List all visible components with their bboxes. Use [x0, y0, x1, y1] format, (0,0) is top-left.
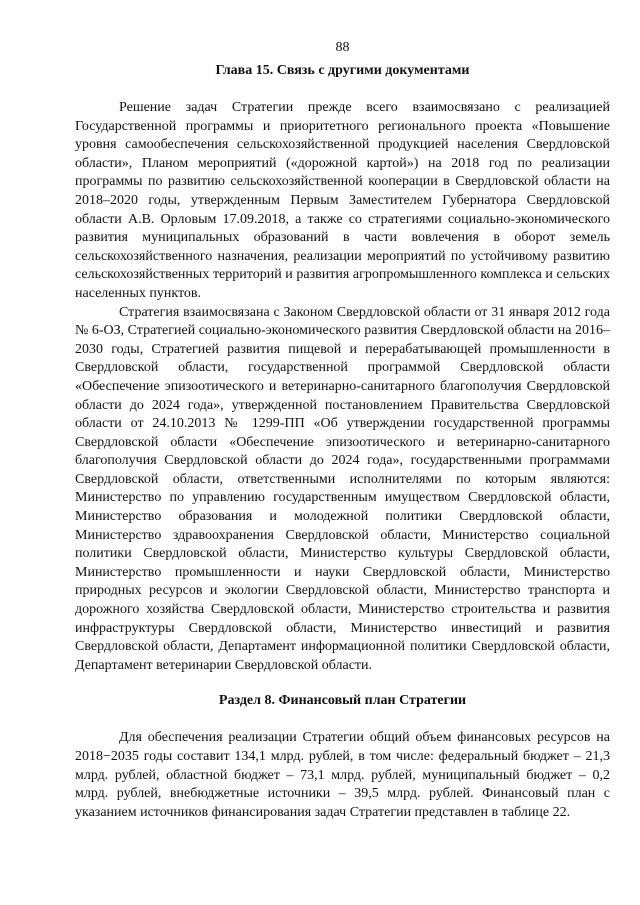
paragraph-financial-plan: Для обеспечения реализации Стратегии общий объем финансовых ресурсов на 2018−2035 годы составит 134,1 млрд. рублей, в том числе: федеральный бюджет – 21,3 млрд. рублей, областной бюджет – 73,1 млрд. рублей, муниципальный бюджет – 0,2 млрд. рублей, внебюджетные источники – 39,5 млрд. рублей. Финансовый план с указанием источников финансирования задач Стратегии представлен в таблице 22.: [75, 730, 610, 820]
chapter-heading: Глава 15. Связь с другими документами: [215, 63, 470, 78]
paragraph-strategy-links: Стратегия взаимосвязана с Законом Свердловской области от 31 января 2012 года № 6-ОЗ, Стратегией социально-экономического развития Свердловской области на 2016–2030 годы, Стратегией развития пищевой и перерабатывающей промышленности в Свердловской области, государственной программой Свердловской области «Обеспечение эпизоотического и ветеринарно-санитарного благополучия Свердловской области до 2024 года», утвержденной постановлением Правительства Свердловской области от 24.10.2013 № 1299-ПП «Об утверждении государственной программы Свердловской области «Обеспечение эпизоотического и ветеринарно-санитарного благополучия Свердловской области до 2024 года», государственными программами Свердловской области, ответственными исполнителями по которым являются: Министерство по управлению государственным имуществом Свердловской области, Министерство образования и молодежной политики Свердловской области, Министерство здравоохранения Свердловской области, Министерство социальной политики Свердловской области, Министерство культуры Свердловской области, Министерство промышленности и науки Свердловской области, Министерство природных ресурсов и экологии Свердловской области, Министерство транспорта и дорожного хозяйства Свердловской области, Министерство строительства и развития инфраструктуры Свердловской области, Министерство инвестиций и развития Свердловской области, Департамент информационной политики Свердловской области, Департамент ветеринарии Свердловской области.: [75, 304, 610, 673]
section-heading: Раздел 8. Финансовый план Стратегии: [218, 693, 467, 709]
paragraph-related-documents: Решение задач Стратегии прежде всего взаимосвязано с реализацией Государственной программы и приоритетного регионального проекта «Повышение уровня самообеспечения сельскохозяйственной продукцией населения Свердловской области», Планом мероприятий («дорожной картой») на 2018 год по реализации программы по развитию сельскохозяйственной кооперации в Свердловской области на 2018–2020 годы, утвержденным Первым Заместителем Губернатора Свердловской области А.В. Орловым 17.09.2018, а также со стратегиями социально-экономического развития муниципальных образований в части вовлечения в оборот земель сельскохозяйственного назначения, реализации мероприятий по устойчивому развитию сельскохозяйственных территорий и развития агропромышленного комплекса и сельских населенных пунктов.: [75, 100, 610, 301]
document-page: [75, 39, 610, 822]
page-number: 88: [335, 40, 350, 55]
